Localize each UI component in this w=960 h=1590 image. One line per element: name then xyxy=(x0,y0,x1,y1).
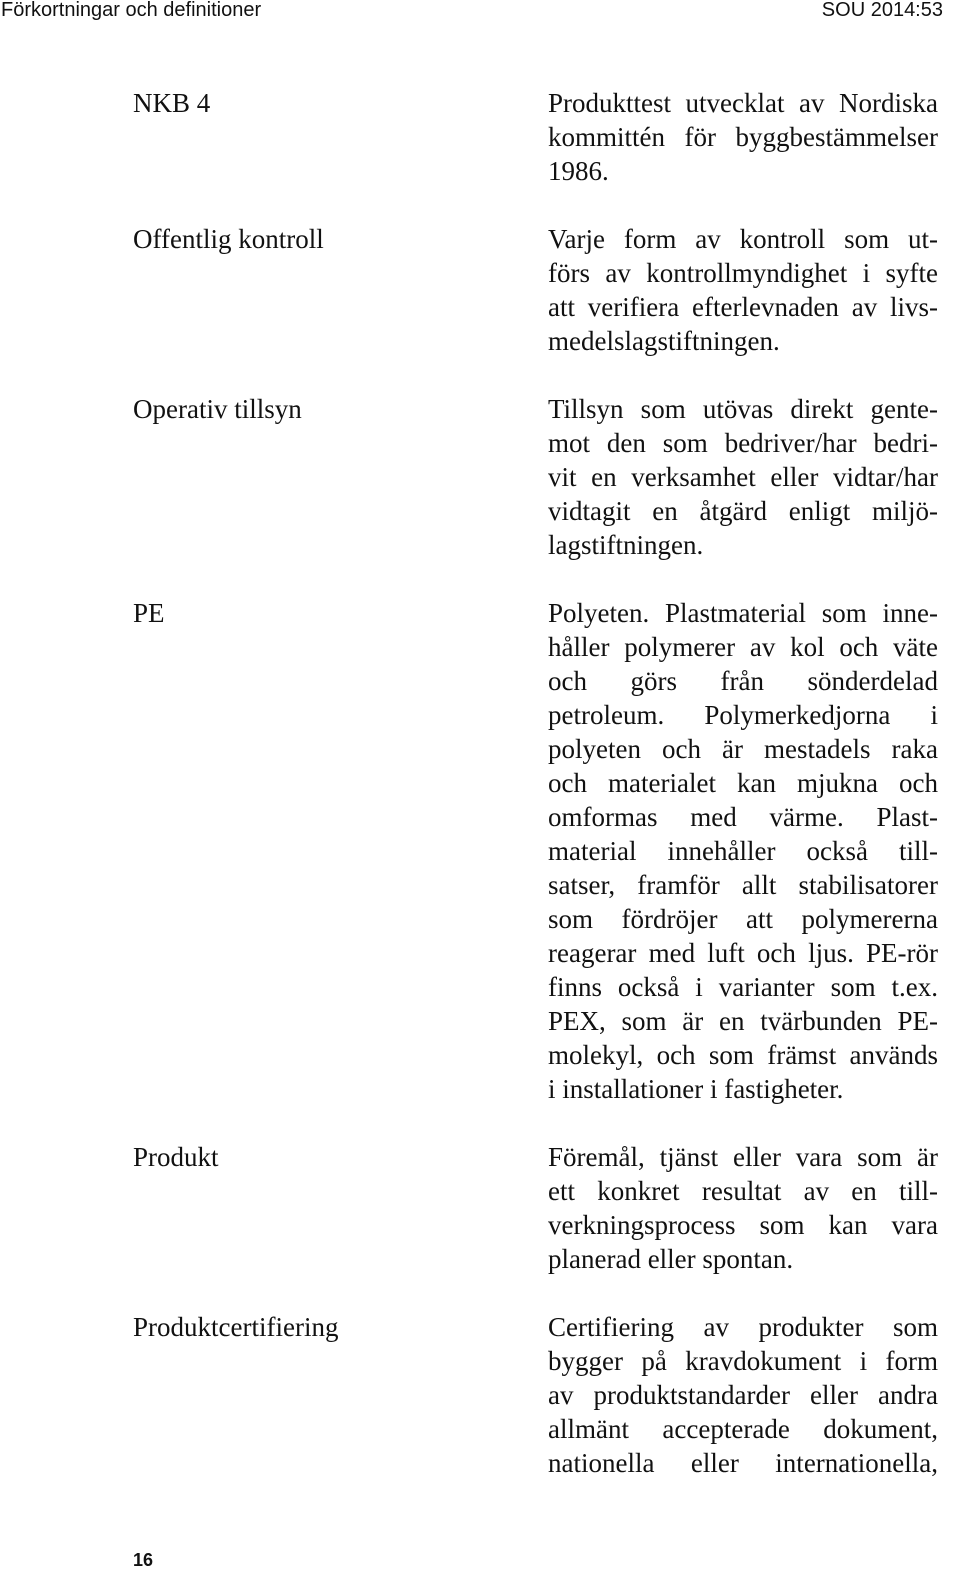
definition-line: PEX, som är en tvärbunden PE- xyxy=(548,1006,938,1036)
definition-line: verkningsprocess som kan vara xyxy=(548,1210,938,1240)
definition-line: bygger på kravdokument i form xyxy=(548,1346,938,1376)
page-number: 16 xyxy=(133,1550,154,1570)
entry-definition xyxy=(548,1310,938,1480)
glossary-entry-nkb-4 xyxy=(133,86,938,188)
definition-line: vidtagit en åtgärd enligt miljö- xyxy=(548,496,938,526)
definition-line: Varje form av kontroll som ut- xyxy=(548,224,938,254)
glossary-entry-offentlig-kontroll xyxy=(133,222,938,358)
definition-line: av produktstandarder eller andra xyxy=(548,1380,938,1410)
definition-line: mot den som bedriver/har bedri- xyxy=(548,428,938,458)
definition-line: Föremål, tjänst eller vara som är xyxy=(548,1142,938,1172)
definition-line: Polyeten. Plastmaterial som inne- xyxy=(548,598,938,628)
definition-line: Produkttest utvecklat av Nordiska xyxy=(548,88,938,118)
definition-line: molekyl, och som främst används xyxy=(548,1040,938,1070)
definition-line: petroleum. Polymerkedjorna i xyxy=(548,700,938,730)
definition-line: att verifiera efterlevnaden av livs- xyxy=(548,292,938,322)
definition-line: kommittén för byggbestämmelser xyxy=(548,122,938,152)
glossary-entry-operativ-tillsyn xyxy=(133,392,938,562)
entry-definition xyxy=(548,392,938,562)
definition-line: omformas med värme. Plast- xyxy=(548,802,938,832)
definition-line: som fördröjer att polymererna xyxy=(548,904,938,934)
definition-line: polyeten och är mestadels raka xyxy=(548,734,938,764)
definition-line: ett konkret resultat av en till- xyxy=(548,1176,938,1206)
entry-term: Offentlig kontroll xyxy=(133,224,324,254)
entry-term: NKB 4 xyxy=(133,88,211,118)
definition-line: i installationer i fastigheter. xyxy=(548,1074,844,1104)
definition-line: allmänt accepterade dokument, xyxy=(548,1414,938,1444)
definition-line: medelslagstiftningen. xyxy=(548,326,780,356)
glossary-entry-pe xyxy=(133,596,938,1106)
definition-line: material innehåller också till- xyxy=(548,836,938,866)
definition-line: finns också i varianter som t.ex. xyxy=(548,972,938,1002)
entry-definition xyxy=(548,1140,938,1276)
running-header-report-id: SOU 2014:53 xyxy=(821,0,943,21)
glossary-entry-produktcertifiering xyxy=(133,1310,938,1480)
running-header-section-title: Förkortningar och definitioner xyxy=(1,0,262,21)
entry-term: Operativ tillsyn xyxy=(133,394,302,424)
definition-line: nationella eller internationella, xyxy=(548,1448,938,1478)
definition-line: Certifiering av produkter som xyxy=(548,1312,938,1342)
definition-line: förs av kontrollmyndighet i syfte xyxy=(548,258,938,288)
running-header xyxy=(0,0,960,22)
definition-line: vit en verksamhet eller vidtar/har xyxy=(548,462,938,492)
definition-line: 1986. xyxy=(548,156,609,186)
entry-term: PE xyxy=(133,598,165,628)
entry-term: Produktcertifiering xyxy=(133,1312,339,1342)
definition-line: lagstiftningen. xyxy=(548,530,704,560)
entry-definition xyxy=(548,222,938,358)
definition-line: och materialet kan mjukna och xyxy=(548,768,938,798)
definition-line: och görs från sönderdelad xyxy=(548,666,938,696)
glossary-entry-produkt xyxy=(133,1140,938,1276)
definition-line: planerad eller spontan. xyxy=(548,1244,794,1274)
definition-line: Tillsyn som utövas direkt gente- xyxy=(548,394,938,424)
definition-line: reagerar med luft och ljus. PE-rör xyxy=(548,938,938,968)
definition-line: håller polymerer av kol och väte xyxy=(548,632,938,662)
entry-term: Produkt xyxy=(133,1142,219,1172)
definition-line: satser, framför allt stabilisatorer xyxy=(548,870,938,900)
entry-definition xyxy=(548,86,938,188)
entry-definition xyxy=(548,596,938,1106)
glossary-list xyxy=(133,86,938,1514)
